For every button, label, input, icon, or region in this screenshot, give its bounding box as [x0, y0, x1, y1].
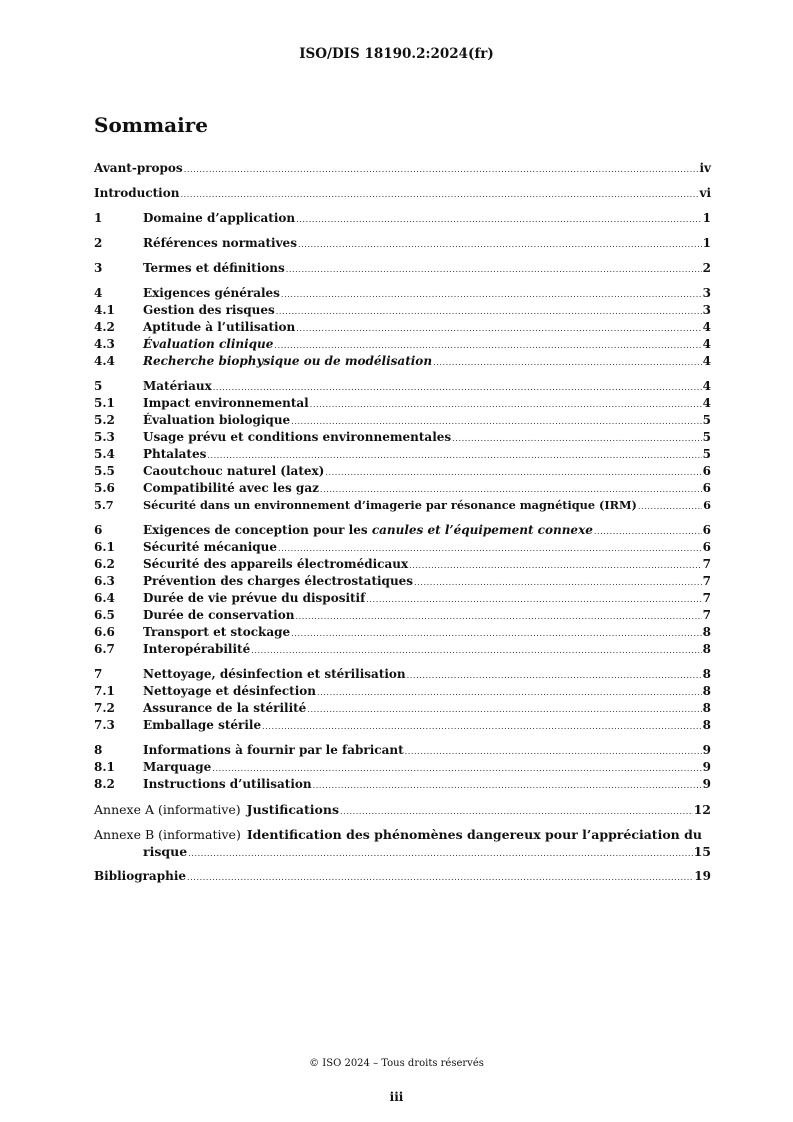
toc-page: 12 — [693, 802, 711, 817]
toc-entry-7-2[interactable] — [94, 700, 711, 717]
toc-label: Références normatives — [143, 236, 297, 250]
toc-page: vi — [699, 186, 711, 200]
toc-label: Évaluation clinique — [143, 337, 274, 351]
leader-dots — [291, 625, 701, 642]
toc-page: 4 — [702, 396, 711, 410]
toc-label: Termes et définitions — [143, 261, 285, 275]
toc-page: 4 — [702, 320, 711, 334]
toc-label: Prévention des charges électrostatiques — [143, 574, 414, 588]
leader-dots — [298, 236, 702, 253]
toc-label: Informations à fournir par le fabricant — [143, 743, 404, 757]
toc-page: 8 — [702, 718, 711, 732]
toc-label: Impact environnemental — [143, 396, 309, 410]
page-title: Sommaire — [94, 113, 208, 137]
toc-number: 4.4 — [94, 354, 115, 368]
toc-entry-6-6[interactable] — [94, 624, 711, 641]
toc-page: 5 — [702, 447, 711, 461]
toc-page: 6 — [702, 481, 711, 495]
leader-dots — [320, 481, 702, 498]
toc-page: 2 — [702, 261, 711, 275]
toc-number: 4.1 — [94, 303, 115, 317]
toc-label — [143, 522, 593, 539]
toc-entry-5-7[interactable] — [94, 497, 711, 514]
leader-dots — [278, 540, 702, 557]
toc-label: Marquage — [143, 760, 212, 774]
leader-dots — [638, 498, 702, 515]
toc-entry-6[interactable] — [94, 522, 711, 539]
toc-page: 8 — [702, 642, 711, 656]
leader-dots — [310, 396, 702, 413]
leader-dots — [184, 161, 699, 178]
leader-dots — [296, 211, 702, 228]
toc-number: 6.6 — [94, 625, 115, 639]
table-of-contents — [94, 160, 711, 885]
toc-number: 5.3 — [94, 430, 115, 444]
toc-entry-5-4[interactable] — [94, 446, 711, 463]
leader-dots — [407, 667, 702, 684]
toc-page: 7 — [702, 557, 711, 571]
toc-entry-4[interactable] — [94, 285, 711, 302]
toc-page: 7 — [702, 591, 711, 605]
toc-entry-5[interactable] — [94, 378, 711, 395]
toc-page: 3 — [702, 286, 711, 300]
toc-number: 5.2 — [94, 413, 115, 427]
leader-dots — [452, 430, 701, 447]
toc-entry-6-4[interactable] — [94, 590, 711, 607]
toc-number: 8.2 — [94, 777, 115, 791]
leader-dots — [207, 447, 701, 464]
toc-number: 2 — [94, 236, 103, 250]
toc-page: 15 — [693, 844, 711, 859]
toc-label: Durée de vie prévue du dispositif — [143, 591, 366, 605]
toc-label: Gestion des risques — [143, 303, 275, 317]
toc-label: Assurance de la stérilité — [143, 701, 307, 715]
toc-label: Compatibilité avec les gaz — [143, 481, 319, 495]
toc-entry-8-1[interactable] — [94, 759, 711, 776]
leader-dots — [313, 777, 702, 794]
toc-label: Évaluation biologique — [143, 413, 291, 427]
leader-dots — [594, 523, 702, 540]
document-code-header: ISO/DIS 18190.2:2024(fr) — [299, 46, 494, 62]
toc-page: 5 — [702, 413, 711, 427]
leader-dots — [274, 337, 701, 354]
toc-number: 5 — [94, 379, 103, 393]
toc-entry-7-3[interactable] — [94, 717, 711, 734]
leader-dots — [325, 464, 701, 481]
toc-label: Nettoyage, désinfection et stérilisation — [143, 667, 406, 681]
toc-label: Identification des phénomènes dangereux pour l’appréciation du — [246, 827, 702, 842]
toc-number: 7 — [94, 667, 103, 681]
toc-label-italic-part: canules et l’équipement connexe — [371, 523, 593, 537]
toc-page: 19 — [694, 869, 711, 883]
toc-entry-5-2[interactable] — [94, 412, 711, 429]
leader-dots — [340, 803, 693, 820]
toc-label: Nettoyage et désinfection — [143, 684, 316, 698]
leader-dots — [180, 186, 698, 203]
toc-label: Transport et stockage — [143, 625, 291, 639]
toc-number: 7.2 — [94, 701, 115, 715]
leader-dots — [213, 379, 702, 396]
toc-page: 4 — [702, 354, 711, 368]
leader-dots — [296, 320, 701, 337]
toc-number: 6.3 — [94, 574, 115, 588]
toc-page: 6 — [703, 498, 711, 512]
toc-page: 6 — [702, 540, 711, 554]
toc-page: 9 — [702, 777, 711, 791]
leader-dots — [317, 684, 702, 701]
toc-label: Instructions d’utilisation — [143, 777, 312, 791]
toc-label: Durée de conservation — [143, 608, 295, 622]
toc-page: 8 — [702, 701, 711, 715]
toc-label: Phtalates — [143, 447, 207, 461]
toc-entry-avant-propos[interactable] — [94, 160, 711, 177]
toc-number: 6.1 — [94, 540, 115, 554]
toc-page: 7 — [702, 608, 711, 622]
toc-label: Matériaux — [143, 379, 212, 393]
toc-number: 3 — [94, 261, 103, 275]
leader-dots — [187, 869, 693, 886]
toc-entry-annex-a[interactable] — [94, 801, 711, 818]
leader-dots — [414, 574, 702, 591]
toc-label: Exigences générales — [143, 286, 280, 300]
copyright-footer: © ISO 2024 – Tous droits réservés — [309, 1058, 484, 1069]
toc-number: 5.5 — [94, 464, 115, 478]
leader-dots — [405, 743, 702, 760]
toc-label: Sécurité dans un environnement d’imagerie par résonance magnétique (IRM) — [143, 498, 637, 512]
toc-label: Emballage stérile — [143, 718, 262, 732]
toc-label: Sécurité des appareils électromédicaux — [143, 557, 409, 571]
toc-number: 5.7 — [94, 498, 114, 512]
toc-label: Caoutchouc naturel (latex) — [143, 464, 325, 478]
toc-number: 4 — [94, 286, 103, 300]
toc-entry-5-1[interactable] — [94, 395, 711, 412]
toc-page: iv — [699, 161, 711, 175]
toc-entry-3[interactable] — [94, 260, 711, 277]
leader-dots — [262, 718, 702, 735]
toc-page: 8 — [702, 667, 711, 681]
toc-number: 5.6 — [94, 481, 115, 495]
annex-b-first-line — [94, 826, 711, 843]
toc-number: 4.2 — [94, 320, 115, 334]
toc-label: Usage prévu et conditions environnementales — [143, 430, 452, 444]
page-number: iii — [389, 1090, 404, 1104]
toc-number: 5.4 — [94, 447, 115, 461]
toc-label-part: Exigences de conception pour les — [143, 523, 372, 537]
toc-page: 3 — [702, 303, 711, 317]
toc-page: 6 — [702, 464, 711, 478]
toc-number: 6.4 — [94, 591, 115, 605]
toc-entry-bibliographie[interactable] — [94, 868, 711, 885]
toc-label: Aptitude à l’utilisation — [143, 320, 296, 334]
toc-number: 8.1 — [94, 760, 115, 774]
leader-dots — [281, 286, 702, 303]
toc-label-continuation: risque — [143, 844, 188, 859]
toc-entry-5-6[interactable] — [94, 480, 711, 497]
toc-entry-4-3[interactable] — [94, 336, 711, 353]
toc-page: 8 — [702, 625, 711, 639]
leader-dots — [188, 845, 692, 862]
annex-prefix: Annexe A (informative) — [94, 802, 241, 817]
leader-dots — [212, 760, 701, 777]
toc-page: 6 — [702, 523, 711, 537]
toc-entry-annex-b[interactable] — [94, 826, 711, 860]
toc-entry-5-5[interactable] — [94, 463, 711, 480]
toc-page: 1 — [702, 236, 711, 250]
leader-dots — [291, 413, 701, 430]
toc-number: 4.3 — [94, 337, 115, 351]
toc-page: 5 — [702, 430, 711, 444]
toc-page: 4 — [702, 379, 711, 393]
toc-entry-8[interactable] — [94, 742, 711, 759]
annex-b-second-line — [94, 843, 711, 860]
toc-entry-4-2[interactable] — [94, 319, 711, 336]
leader-dots — [366, 591, 701, 608]
toc-entry-4-1[interactable] — [94, 302, 711, 319]
toc-label: Sécurité mécanique — [143, 540, 278, 554]
toc-number: 6 — [94, 523, 103, 537]
leader-dots — [409, 557, 702, 574]
toc-entry-1[interactable] — [94, 210, 711, 227]
toc-label: Domaine d’application — [143, 211, 296, 225]
toc-page: 4 — [702, 337, 711, 351]
leader-dots — [276, 303, 702, 320]
toc-number: 6.2 — [94, 557, 115, 571]
toc-label: Avant-propos — [94, 161, 183, 175]
toc-entry-6-3[interactable] — [94, 573, 711, 590]
toc-entry-6-7[interactable] — [94, 641, 711, 658]
leader-dots — [295, 608, 701, 625]
toc-label: Recherche biophysique ou de modélisation — [143, 354, 433, 368]
toc-page: 9 — [702, 743, 711, 757]
leader-dots — [307, 701, 701, 718]
toc-number: 6.7 — [94, 642, 115, 656]
toc-entry-6-1[interactable] — [94, 539, 711, 556]
toc-label: Justifications — [246, 802, 340, 817]
toc-number: 6.5 — [94, 608, 115, 622]
toc-page: 9 — [702, 760, 711, 774]
toc-number: 1 — [94, 211, 103, 225]
toc-label: Interopérabilité — [143, 642, 251, 656]
leader-dots — [433, 354, 702, 371]
toc-entry-8-2[interactable] — [94, 776, 711, 793]
toc-number: 7.3 — [94, 718, 115, 732]
toc-number: 5.1 — [94, 396, 115, 410]
toc-entry-7[interactable] — [94, 666, 711, 683]
toc-entry-introduction[interactable] — [94, 185, 711, 202]
toc-entry-7-1[interactable] — [94, 683, 711, 700]
leader-dots — [286, 261, 702, 278]
toc-entry-6-5[interactable] — [94, 607, 711, 624]
toc-entry-5-3[interactable] — [94, 429, 711, 446]
toc-entry-2[interactable] — [94, 235, 711, 252]
annex-prefix: Annexe B (informative) — [94, 827, 241, 842]
toc-entry-6-2[interactable] — [94, 556, 711, 573]
toc-label: Introduction — [94, 186, 180, 200]
toc-entry-4-4[interactable] — [94, 353, 711, 370]
leader-dots — [251, 642, 701, 659]
toc-page: 1 — [702, 211, 711, 225]
toc-page: 7 — [702, 574, 711, 588]
toc-label: Bibliographie — [94, 869, 187, 883]
toc-page: 8 — [702, 684, 711, 698]
toc-number: 8 — [94, 743, 103, 757]
toc-number: 7.1 — [94, 684, 115, 698]
